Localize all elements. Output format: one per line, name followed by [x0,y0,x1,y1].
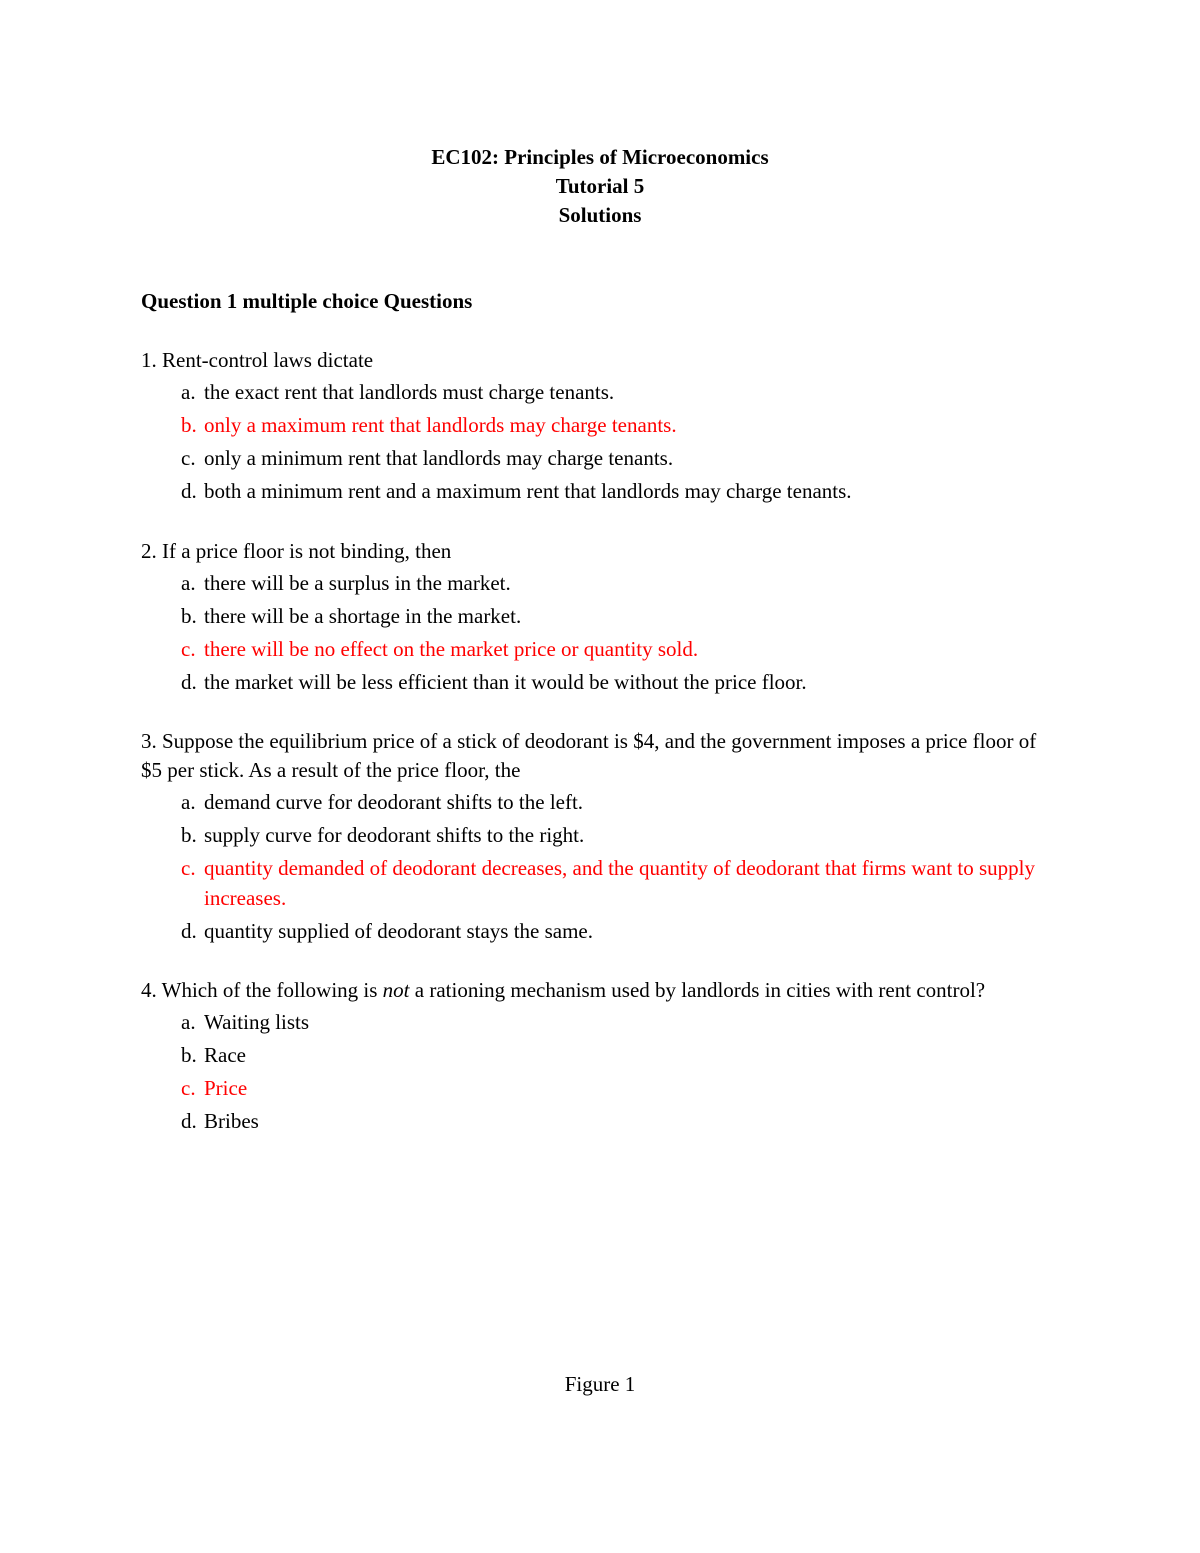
stem-text: 4. Which of the following is [141,978,383,1002]
tutorial-title: Tutorial 5 [555,174,645,198]
option-c-correct-answer [181,1073,1041,1103]
option-letter: c. [181,637,196,661]
option-text: demand curve for deodorant shifts to the left. [204,790,584,814]
option-text: supply curve for deodorant shifts to the right. [204,823,585,847]
option-text: the market will be less efficient than it would be without the price floor. [204,670,807,694]
option-text: quantity supplied of deodorant stays the same. [204,919,594,943]
option-a [181,1007,1041,1037]
option-text: Price [204,1076,248,1100]
option-letter: b. [181,823,197,847]
question-1 [141,346,1041,509]
option-b [181,601,1041,631]
question-3 [141,727,1041,949]
option-letter: d. [181,670,197,694]
option-text: quantity demanded of deodorant decreases, and the quantity of deodorant that firms want to supply increases. [204,856,1036,910]
options-list [181,568,1041,697]
solutions-title: Solutions [558,203,642,227]
option-letter: d. [181,919,197,943]
option-a [181,787,1041,817]
option-letter: b. [181,604,197,628]
option-text: Bribes [204,1109,259,1133]
option-text: the exact rent that landlords must charge tenants. [204,380,615,404]
option-letter: a. [181,1010,196,1034]
option-text: Race [204,1043,246,1067]
option-text: Waiting lists [204,1010,310,1034]
option-d [181,476,1041,506]
section-heading: Question 1 multiple choice Questions [141,289,473,313]
option-text: both a minimum rent and a maximum rent that landlords may charge tenants. [204,479,852,503]
option-letter: c. [181,1076,196,1100]
option-c-correct-answer [181,634,1041,664]
document-title-block [0,143,1200,230]
option-b-correct-answer [181,410,1041,440]
option-letter: a. [181,790,196,814]
option-letter: c. [181,446,196,470]
option-letter: b. [181,413,197,437]
question-stem [141,976,1041,1005]
question-2 [141,537,1041,700]
option-letter: a. [181,571,196,595]
question-stem: 3. Suppose the equilibrium price of a stick of deodorant is $4, and the government imposes a price floor of $5 per stick. As a result of the price floor, the [141,729,1037,782]
option-a [181,568,1041,598]
stem-emphasis: not [382,978,410,1002]
option-letter: b. [181,1043,197,1067]
option-d [181,916,1041,946]
option-c [181,443,1041,473]
option-letter: d. [181,1109,197,1133]
option-text: there will be a surplus in the market. [204,571,511,595]
option-letter: c. [181,856,196,880]
options-list [181,377,1041,506]
question-stem: 2. If a price floor is not binding, then [141,539,452,563]
option-text: only a minimum rent that landlords may charge tenants. [204,446,674,470]
option-letter: d. [181,479,197,503]
option-d [181,1106,1041,1136]
option-c-correct-answer [181,853,1041,913]
options-list [181,1007,1041,1136]
question-stem: 1. Rent-control laws dictate [141,348,374,372]
figure-caption: Figure 1 [564,1372,636,1396]
option-b [181,1040,1041,1070]
question-4 [141,976,1041,1139]
option-b [181,820,1041,850]
course-title: EC102: Principles of Microeconomics [431,145,769,169]
stem-text: a rationing mechanism used by landlords in cities with rent control? [409,978,986,1002]
option-a [181,377,1041,407]
option-d [181,667,1041,697]
option-text: there will be no effect on the market price or quantity sold. [204,637,699,661]
option-text: only a maximum rent that landlords may charge tenants. [204,413,677,437]
options-list [181,787,1041,946]
option-text: there will be a shortage in the market. [204,604,522,628]
option-letter: a. [181,380,196,404]
